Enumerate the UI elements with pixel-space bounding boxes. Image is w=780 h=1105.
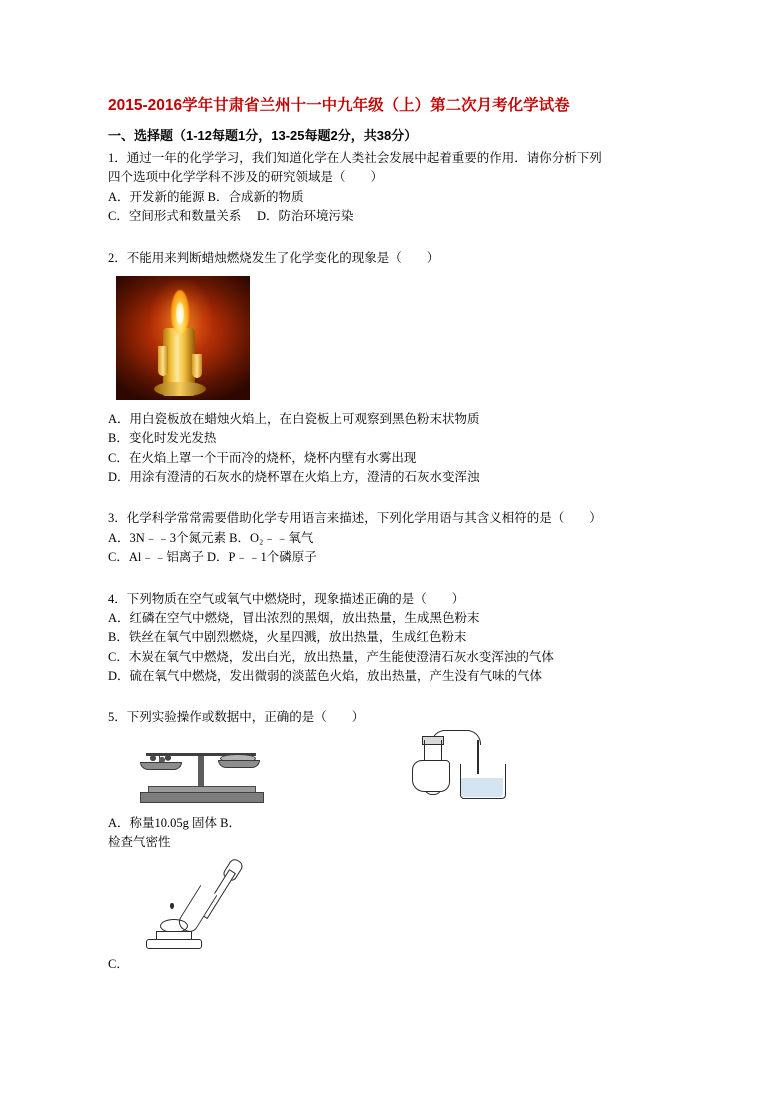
- question-5-option-a-inline: [108, 814, 678, 833]
- question-3-stem: 3．化学科学常常需要借助化学专用语言来描述，下列化学用语与其含义相符的是（ ）: [108, 511, 602, 526]
- question-5-label-a: A．: [108, 815, 130, 830]
- balance-base: [140, 792, 264, 803]
- candle-drip-left: [158, 346, 168, 376]
- hand-icon: [412, 760, 450, 792]
- question-2-option-a: A．用白瓷板放在蜡烛火焰上，在白瓷板上可观察到黑色粉末状物质: [108, 411, 480, 426]
- question-1-stem-line2: 四个选项中化学学科不涉及的研究领域是（ ）: [108, 170, 384, 185]
- question-2: [108, 249, 678, 488]
- question-4-option-c: C．木炭在氧气中燃烧，发出白光，放出热量，产生能使澄清石灰水变浑浊的气体: [108, 649, 554, 664]
- candle-flame-inner: [176, 302, 184, 324]
- question-4: [108, 590, 678, 687]
- question-4-stem: 4．下列物质在空气或氧气中燃烧时，现象描述正确的是（ ）: [108, 591, 465, 606]
- question-2-option-d: D．用涂有澄清的石灰水的烧杯罩在火焰上方，澄清的石灰水变浑浊: [108, 470, 480, 485]
- question-5-label-c: C．: [108, 956, 129, 971]
- balance-column: [198, 756, 204, 788]
- question-3: [108, 509, 678, 567]
- question-2-option-c: C．在火焰上罩一个干而冷的烧杯，烧杯内壁有水雾出现: [108, 450, 417, 465]
- question-5-stem: 5．下列实验操作或数据中，正确的是（ ）: [108, 710, 365, 725]
- dropper-test-tube-icon: [130, 861, 300, 953]
- question-1: [108, 149, 678, 227]
- question-5-option-b-inline: 检查气密性: [108, 835, 171, 850]
- question-5-text-a: 称量10.05g 固体 B．: [129, 815, 241, 830]
- question-4-option-d: D．硫在氧气中燃烧，发出微弱的淡蓝色火焰，放出热量，产生没有气味的气体: [108, 669, 543, 684]
- question-4-option-a: A．红磷在空气中燃烧，冒出浓烈的黑烟，放出热量，生成黑色粉末: [108, 610, 480, 625]
- question-4-option-b: B．铁丝在氧气中剧烈燃烧，火星四溅，放出热量，生成红色粉末: [108, 630, 467, 645]
- question-1-stem-line1: 1．通过一年的化学学习，我们知道化学在人类社会发展中起着重要的作用．请你分析下列: [108, 151, 602, 166]
- question-3-option-ab: A．3N﹣﹣3个氮元素 B．O₂﹣﹣氧气: [108, 530, 314, 545]
- candle-wax-pool: [154, 382, 206, 396]
- question-1-option-ab: A．开发新的能源 B．合成新的物质: [108, 189, 304, 204]
- candle-drip-right: [192, 354, 202, 378]
- question-5-figure-row: [108, 734, 678, 812]
- section-heading: 一、选择题（1-12每题1分，13-25每题2分，共38分）: [108, 127, 418, 143]
- stand-base: [146, 939, 202, 949]
- balance-pan-left: [140, 762, 182, 770]
- balance-pan-right: [218, 760, 260, 768]
- page-title: 2015-2016学年甘肃省兰州十一中九年级（上）第二次月考化学试卷: [108, 97, 570, 114]
- burning-candle-figure: [116, 276, 250, 400]
- question-2-option-b: B．变化时发光发热: [108, 431, 217, 446]
- question-3-option-cd: C．Al﹣﹣铝离子 D．P﹣﹣1个磷原子: [108, 550, 317, 565]
- balance-scale-icon: [136, 734, 266, 808]
- document-content: [108, 96, 678, 980]
- question-2-stem: 2．不能用来判断蜡烛燃烧发生了化学变化的现象是（ ）: [108, 250, 440, 265]
- liquid-drop: [170, 903, 174, 909]
- question-1-option-cd: C．空间形式和数量关系 D．防治环境污染: [108, 209, 354, 224]
- question-5: [108, 708, 678, 974]
- gas-tightness-check-icon: [398, 734, 528, 808]
- beaker-water: [461, 778, 503, 797]
